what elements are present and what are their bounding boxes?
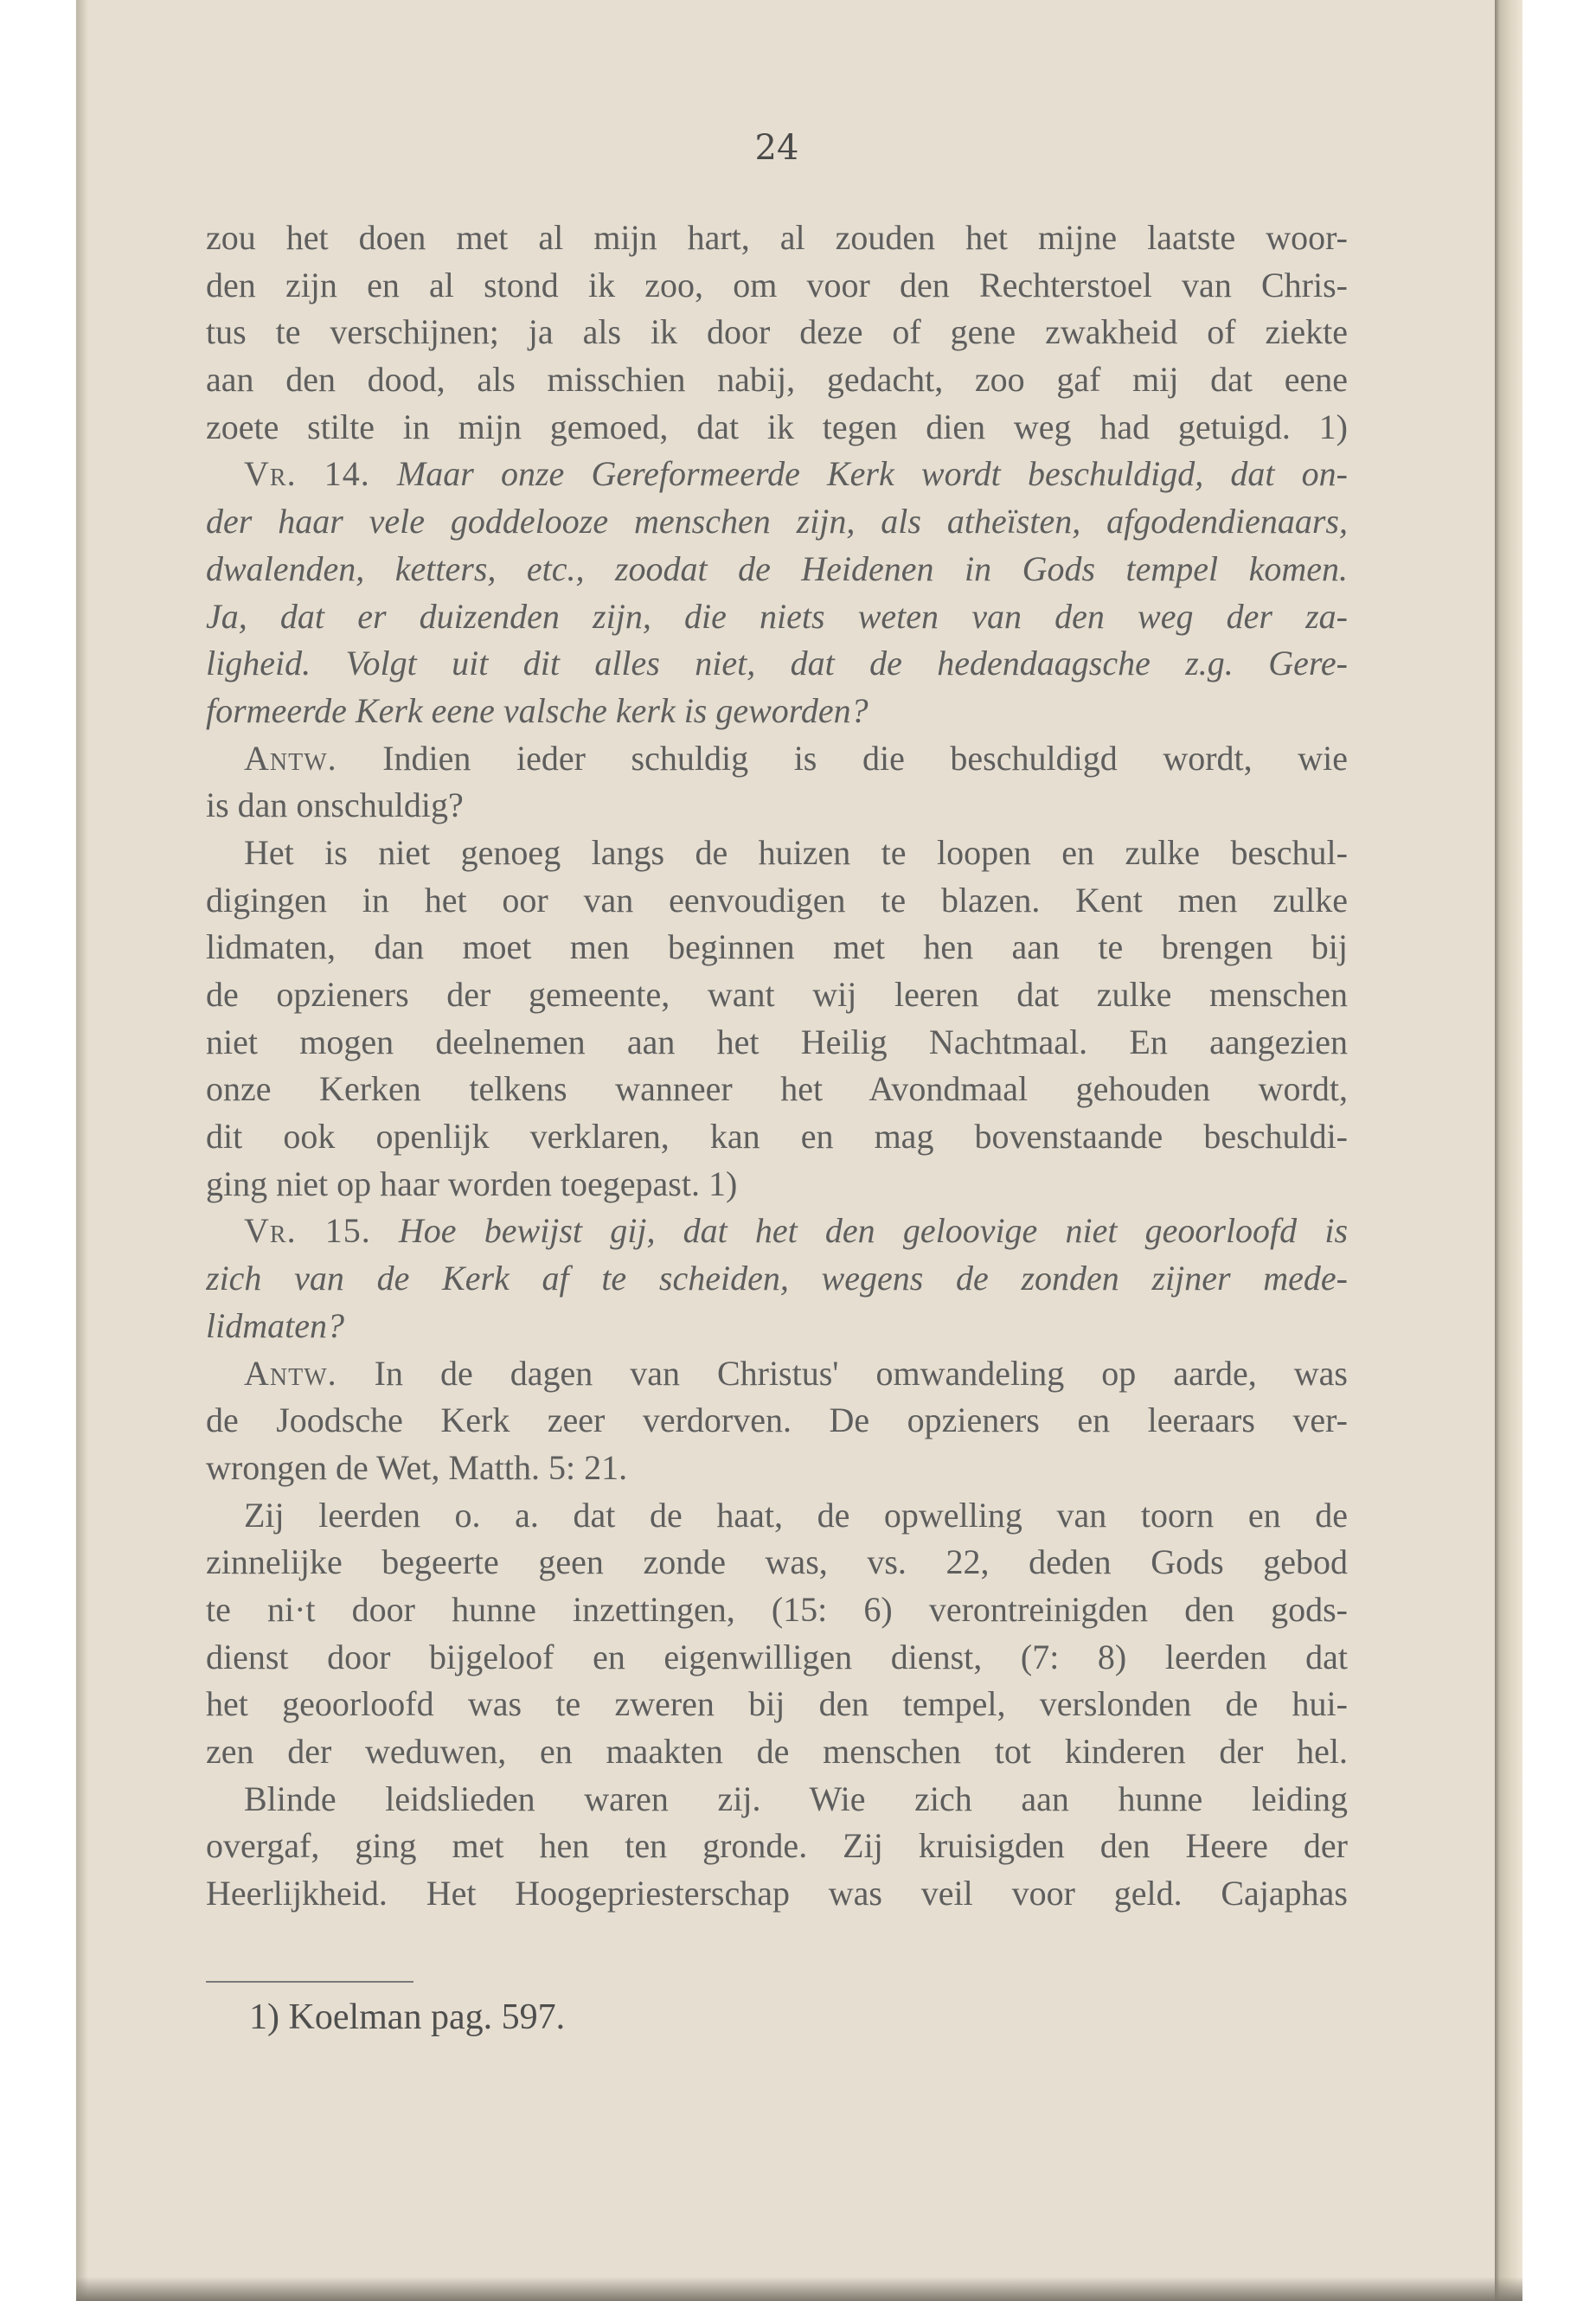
question-line: ligheid. Volgt uit dit alles niet, dat de hedendaagsche z.g. Gere-	[206, 644, 1348, 683]
question-line: der haar vele goddelooze menschen zijn, als atheïsten, afgodendienaars,	[206, 502, 1348, 542]
text-line: zou het doen met al mijn hart, al zouden het mijne laatste woor-	[206, 218, 1348, 257]
text-line: Blinde leidslieden waren zij. Wie zich aan hunne leiding	[244, 1779, 1348, 1818]
answer-14-line	[206, 735, 1348, 783]
text-line: dienst door bijgeloof en eigenwilligen dienst, (7: 8) leerden dat	[206, 1637, 1348, 1676]
question-text: Maar onze Gereformeerde Kerk wordt beschuldigd, dat on-	[396, 454, 1348, 494]
question-line: Ja, dat er duizenden zijn, die niets weten van den weg der za-	[206, 596, 1348, 636]
answer-text: In de dagen van Christus' omwandeling op aarde, was	[374, 1353, 1348, 1393]
page-edge	[1495, 0, 1522, 2301]
question-label: Vr. 14.	[244, 454, 370, 494]
answer-label: Antw.	[244, 1353, 337, 1393]
text-line: de Joodsche Kerk zeer verdorven. De opzieners en leeraars ver-	[206, 1400, 1348, 1440]
text-line: Het is niet genoeg langs de huizen te loopen en zulke beschul-	[244, 832, 1348, 872]
answer-15-line	[206, 1350, 1348, 1398]
body-text	[206, 215, 1348, 1918]
text-line: onze Kerken telkens wanneer het Avondmaal gehouden wordt,	[206, 1069, 1348, 1109]
footnote: 1) Koelman pag. 597.	[249, 1997, 566, 2037]
page-left-shadow	[76, 0, 88, 2301]
text-line: zen der weduwen, en maakten de menschen tot kinderen der hel.	[206, 1732, 1348, 1771]
text-line: zoete stilte in mijn gemoed, dat ik tegen dien weg had getuigd. 1)	[206, 407, 1348, 446]
text-line: te ni·t door hunne inzettingen, (15: 6) verontreinigden den gods-	[206, 1589, 1348, 1629]
text-line: Heerlijkheid. Het Hoogepriesterschap was veil voor geld. Cajaphas	[206, 1874, 1348, 1913]
text-line: is dan onschuldig?	[206, 785, 464, 825]
answer-label: Antw.	[244, 738, 337, 778]
text-line: digingen in het oor van eenvoudigen te blazen. Kent men zulke	[206, 880, 1348, 920]
text-line: tus te verschijnen; ja als ik door deze of gene zwakheid of ziekte	[206, 312, 1348, 352]
question-14-line	[206, 451, 1348, 498]
text-line: den zijn en al stond ik zoo, om voor den Rechterstoel van Chris-	[206, 265, 1348, 304]
text-line: overgaf, ging met hen ten gronde. Zij kruisigden den Heere der	[206, 1826, 1348, 1866]
question-line: formeerde Kerk eene valsche kerk is geworden?	[206, 690, 869, 730]
text-line: aan den dood, als misschien nabij, gedacht, zoo gaf mij dat eene	[206, 360, 1348, 400]
text-line: ging niet op haar worden toegepast. 1)	[206, 1163, 738, 1203]
text-line: dit ook openlijk verklaren, kan en mag bovenstaande beschuldi-	[206, 1117, 1348, 1157]
text-line: de opzieners der gemeente, want wij leeren dat zulke menschen	[206, 975, 1348, 1014]
answer-text: Indien ieder schuldig is die beschuldigd wordt, wie	[382, 738, 1348, 778]
text-line: wrongen de Wet, Matth. 5: 21.	[206, 1447, 628, 1487]
question-line: dwalenden, ketters, etc., zoodat de Heidenen in Gods tempel komen.	[206, 548, 1348, 588]
text-line: Zij leerden o. a. dat de haat, de opwelling van toorn en de	[244, 1495, 1348, 1535]
text-line: zinnelijke begeerte geen zonde was, vs. 22, deden Gods gebod	[206, 1542, 1348, 1582]
text-line: lidmaten, dan moet men beginnen met hen aan te brengen bij	[206, 927, 1348, 967]
page-bottom-shadow	[76, 2277, 1522, 2301]
footnote-rule	[206, 1981, 413, 1983]
page-number: 24	[754, 128, 799, 168]
text-line: niet mogen deelnemen aan het Heilig Nachtmaal. En aangezien	[206, 1022, 1348, 1061]
question-line: zich van de Kerk af te scheiden, wegens de zonden zijner mede-	[206, 1259, 1348, 1298]
text-line: het geoorloofd was te zweren bij den tempel, verslonden de hui-	[206, 1684, 1348, 1724]
question-label: Vr. 15.	[244, 1211, 371, 1251]
question-15-line	[206, 1208, 1348, 1255]
question-text: Hoe bewijst gij, dat het den geloovige niet geoorloofd is	[398, 1211, 1348, 1251]
question-line: lidmaten?	[206, 1305, 344, 1345]
